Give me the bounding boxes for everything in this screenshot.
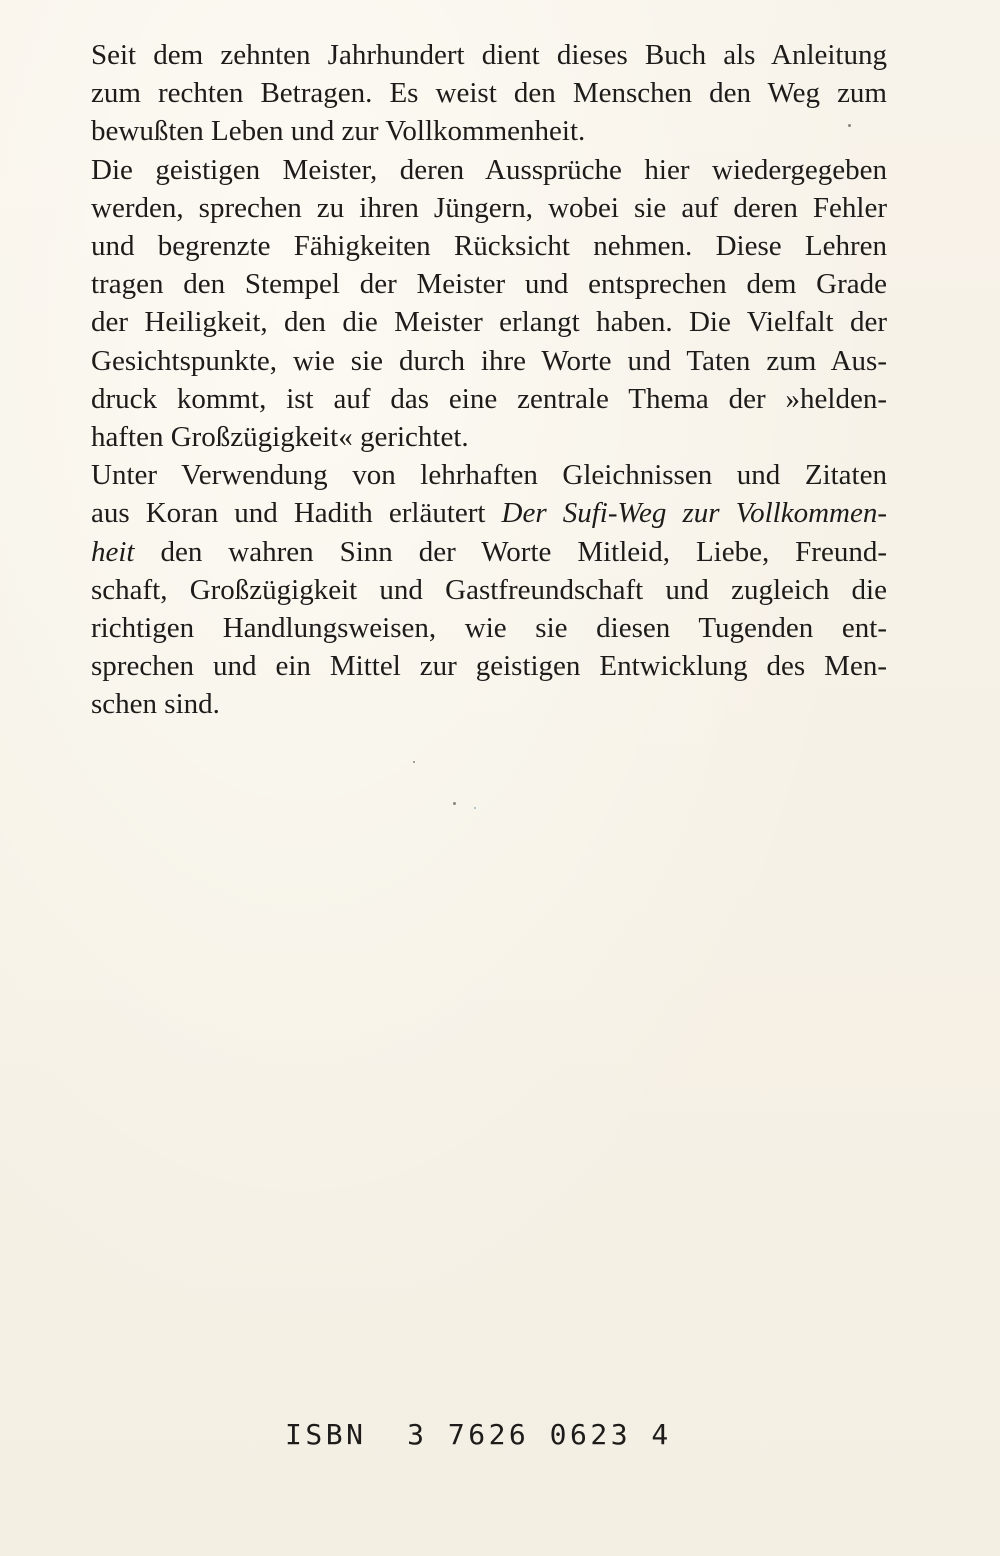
blurb-line: zum rechten Betragen. Es weist den Menschen den Weg zum: [91, 77, 887, 110]
blurb-line: und begrenzte Fähigkeiten Rücksicht nehmen. Diese Lehren: [91, 230, 887, 263]
isbn-number: ISBN 3 7626 0623 4: [285, 1418, 672, 1451]
paper-speck: [413, 761, 415, 763]
paper-speck: [848, 124, 851, 127]
blurb-text-fragment: aus Koran und Hadith erläutert: [91, 497, 486, 530]
blurb-line: Die geistigen Meister, deren Aussprüche hier wiedergegeben: [91, 153, 887, 186]
blurb-line: schaft, Großzügigkeit und Gastfreundschaft und zugleich die: [91, 573, 887, 606]
blurb-text: [91, 36, 887, 724]
blurb-line-with-title: [91, 533, 887, 571]
blurb-line: der Heiligkeit, den die Meister erlangt haben. Die Vielfalt der: [91, 306, 887, 339]
blurb-line: bewußten Leben und zur Vollkommenheit.: [91, 115, 586, 148]
book-title-continued: heit: [91, 535, 135, 568]
blurb-line: druck kommt, ist auf das eine zentrale Thema der »helden-: [91, 382, 887, 415]
paper-speck: [474, 807, 476, 809]
blurb-line: sprechen und ein Mittel zur geistigen Entwicklung des Men-: [91, 650, 887, 683]
blurb-line: Unter Verwendung von lehrhaften Gleichnissen und Zitaten: [91, 459, 887, 492]
blurb-line: schen sind.: [91, 688, 220, 721]
blurb-line: richtigen Handlungsweisen, wie sie diesen Tugenden ent-: [91, 612, 887, 645]
blurb-line: haften Großzügigkeit« gerichtet.: [91, 421, 469, 454]
blurb-line: Gesichtspunkte, wie sie durch ihre Worte und Taten zum Aus-: [91, 344, 887, 377]
blurb-line: Seit dem zehnten Jahrhundert dient dieses Buch als Anleitung: [91, 39, 887, 71]
blurb-text-fragment: den wahren Sinn der Worte Mitleid, Liebe, Freund-: [160, 535, 887, 568]
blurb-line-with-title: [91, 494, 887, 532]
book-title: Der Sufi-Weg zur Vollkommen-: [501, 497, 887, 530]
blurb-line: tragen den Stempel der Meister und entsprechen dem Grade: [91, 268, 887, 301]
blurb-line: werden, sprechen zu ihren Jüngern, wobei sie auf deren Fehler: [91, 191, 887, 224]
paper-speck: [453, 802, 456, 805]
